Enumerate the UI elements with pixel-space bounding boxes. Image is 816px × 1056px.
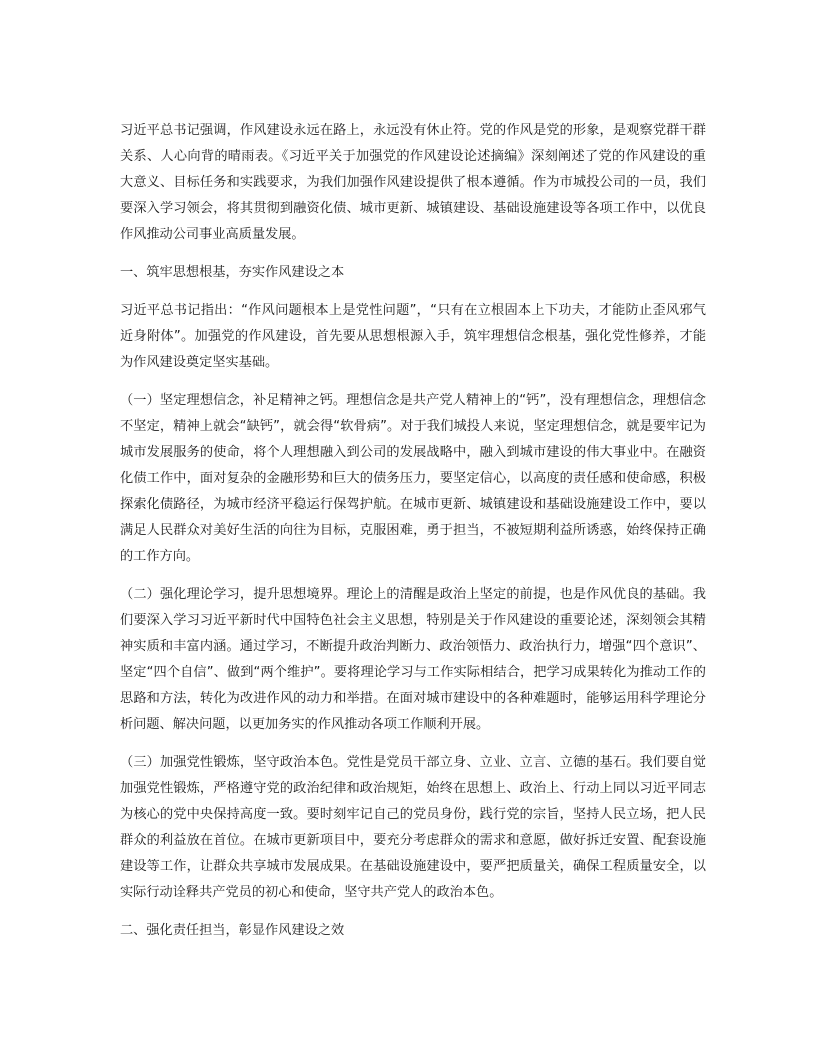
section-heading-1: 一、筑牢思想根基，夯实作风建设之本 xyxy=(120,265,345,280)
section-heading-2: 二、强化责任担当，彰显作风建设之效 xyxy=(120,923,345,938)
subsection-3-paragraph: （三）加强党性锻炼，坚守政治本色。党性是党员干部立身、立业、立言、立德的基石。我们要自觉加强党性锻炼，严格遵守党的政治纪律和政治规矩，始终在思想上、政治上、行动上同以习近平同志为核心的党中央保持高度一致。要时刻牢记自己的党员身份，践行党的宗旨，坚持人民立场，把人民群众的利益放在首位。在城市更新项目中，要充分考虑群众的需求和意愿，做好拆迁安置、配套设施建设等工作，让群众共享城市发展成果。在基础设施建设中，要严把质量关，确保工程质量安全，以实际行动诠释共产党员的初心和使命，坚守共产党人的政治本色。 xyxy=(120,755,706,900)
section-1-intro-paragraph: 习近平总书记指出：“作风问题根本上是党性问题”，“只有在立根固本上下功夫，才能防止歪风邪气近身附体”。加强党的作风建设，首先要从思想根源入手，筑牢理想信念根基，强化党性修养，才能为作风建设奠定坚实基础。 xyxy=(120,303,706,370)
document-body xyxy=(120,118,706,956)
intro-paragraph: 习近平总书记强调，作风建设永远在路上，永远没有休止符。党的作风是党的形象，是观察党群干群关系、人心向背的晴雨表。《习近平关于加强党的作风建设论述摘编》深刻阐述了党的作风建设的重大意义、目标任务和实践要求，为我们加强作风建设提供了根本遵循。作为市城投公司的一员，我们要深入学习领会，将其贯彻到融资化债、城市更新、城镇建设、基础设施建设等各项工作中，以优良作风推动公司事业高质量发展。 xyxy=(120,123,706,242)
subsection-1-paragraph: （一）坚定理想信念，补足精神之钙。理想信念是共产党人精神上的“钙”，没有理想信念，理想信念不坚定，精神上就会“缺钙”，就会得“软骨病”。对于我们城投人来说，坚定理想信念，就是要牢记为城市发展服务的使命，将个人理想融入到公司的发展战略中，融入到城市建设的伟大事业中。在融资化债工作中，面对复杂的金融形势和巨大的债务压力，要坚定信心，以高度的责任感和使命感，积极探索化债路径，为城市经济平稳运行保驾护航。在城市更新、城镇建设和基础设施建设工作中，要以满足人民群众对美好生活的向往为目标，克服困难，勇于担当，不被短期利益所诱惑，始终保持正确的工作方向。 xyxy=(120,393,706,564)
subsection-2-paragraph: （二）强化理论学习，提升思想境界。理论上的清醒是政治上坚定的前提，也是作风优良的基础。我们要深入学习习近平新时代中国特色社会主义思想，特别是关于作风建设的重要论述，深刻领会其精神实质和丰富内涵。通过学习，不断提升政治判断力、政治领悟力、政治执行力，增强“四个意识”、坚定“四个自信”、做到“两个维护”。要将理论学习与工作实际相结合，把学习成果转化为推动工作的思路和方法，转化为改进作风的动力和举措。在面对城市建设中的各种难题时，能够运用科学理论分析问题、解决问题，以更加务实的作风推动各项工作顺利开展。 xyxy=(120,587,706,732)
